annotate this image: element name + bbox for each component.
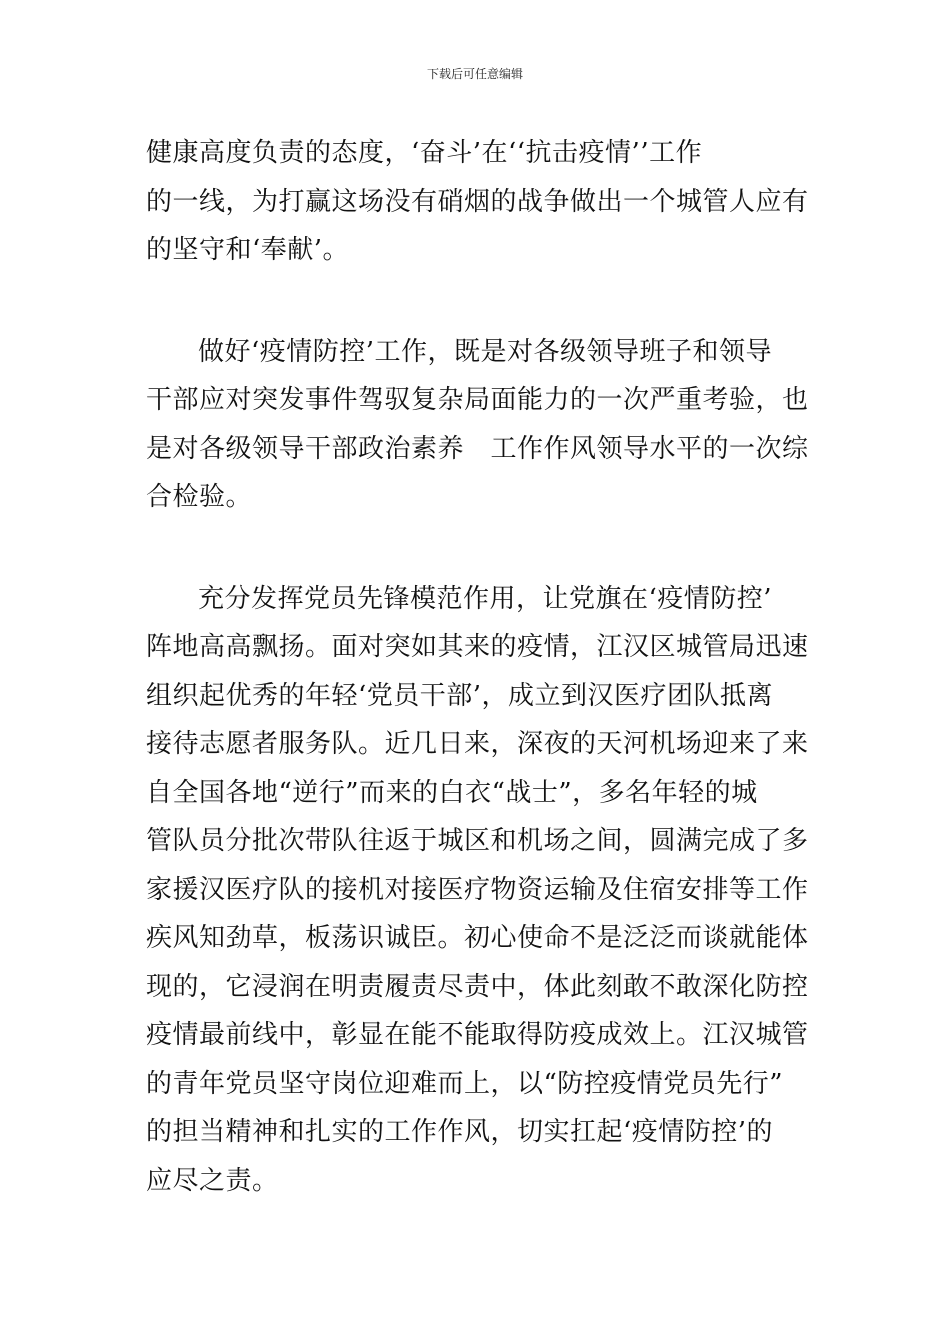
text-line: 合检验。 xyxy=(146,482,253,512)
text-line: 疾风知劲草，板荡识诚臣。初心使命不是泛泛而谈就能体 xyxy=(146,923,809,953)
text-line: 管队员分批次带队往返于城区和机场之间，圆满完成了多 xyxy=(146,826,809,856)
text-line: 现的，它浸润在明责履责尽责中，体此刻敢不敢深化防控 xyxy=(146,971,809,1002)
paragraph-3 xyxy=(146,575,816,1206)
text-line: 的坚守和‘奉献’。 xyxy=(146,235,350,265)
paragraph-1 xyxy=(146,129,816,275)
text-line: 疫情最前线中，彰显在能不能取得防疫成效上。江汉城管 xyxy=(146,1020,809,1050)
paragraph-2 xyxy=(146,328,816,522)
paragraph-gap xyxy=(146,522,816,575)
text-line: 接待志愿者服务队。近几日来，深夜的天河机场迎来了来 xyxy=(146,729,809,759)
text-line: 做好‘疫情防控’工作，既是对各级领导班子和领导 xyxy=(198,336,773,367)
text-line: 的担当精神和扎实的工作作风，切实扛起‘疫情防控’的 xyxy=(146,1117,774,1147)
document-body xyxy=(146,129,816,1205)
paragraph-gap xyxy=(146,275,816,328)
text-line: 组织起优秀的年轻‘党员干部’，成立到汉医疗团队抵离 xyxy=(146,680,774,711)
text-line: 充分发挥党员先锋模范作用，让党旗在‘疫情防控’ xyxy=(198,583,773,614)
page-header-note: 下载后可任意编辑 xyxy=(426,67,523,81)
text-line: 是对各级领导干部政治素养 工作作风领导水平的一次综 xyxy=(146,433,809,464)
text-line: 阵地高高飘扬。面对突如其来的疫情，江汉区城管局迅速 xyxy=(146,632,809,662)
text-line: 的青年党员坚守岗位迎难而上，以“防控疫情党员先行” xyxy=(146,1068,784,1099)
text-line: 应尽之责。 xyxy=(146,1165,279,1196)
text-line: 家援汉医疗队的接机对接医疗物资运输及住宿安排等工作 xyxy=(146,874,809,905)
text-line: 干部应对突发事件驾驭复杂局面能力的一次严重考验，也 xyxy=(146,385,809,415)
text-line: 的一线，为打赢这场没有硝烟的战争做出一个城管人应有 xyxy=(146,186,809,217)
text-line: 自全国各地“逆行”而来的白衣“战士”，多名年轻的城 xyxy=(146,777,758,808)
text-line: 健康高度负责的态度，‘奋斗’在‘‘抗击疫情’’工作 xyxy=(146,138,703,168)
